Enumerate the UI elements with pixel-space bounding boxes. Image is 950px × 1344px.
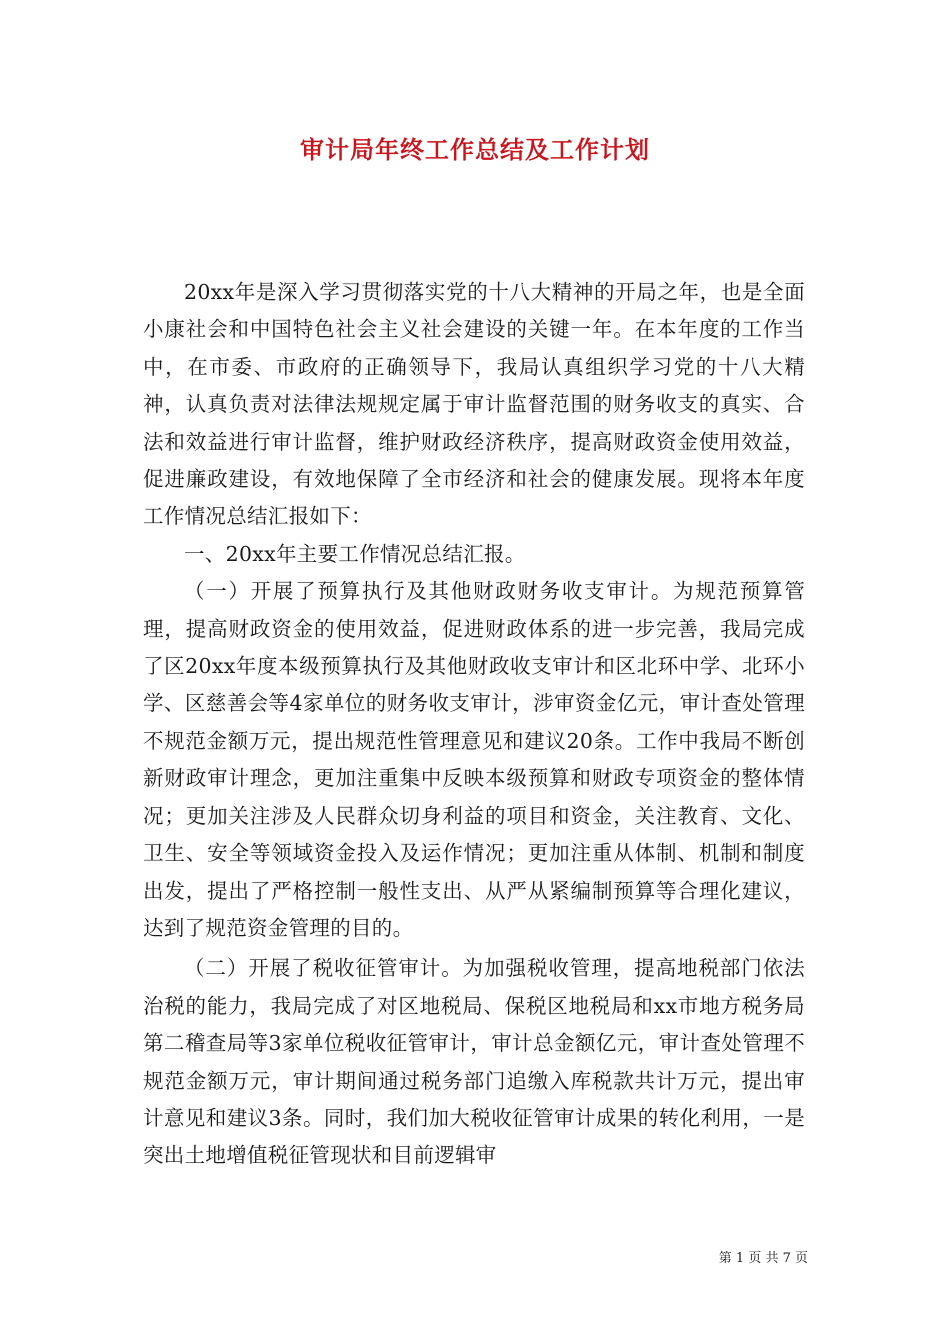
document-title: 审计局年终工作总结及工作计划	[300, 135, 650, 164]
paragraph-budget-audit: （一）开展了预算执行及其他财政财务收支审计。为规范预算管理，提高财政资金的使用效益，促进财政体系的进一步完善，我局完成了区20xx年度本级预算执行及其他财政收支审计和区北环中学、北环小学、区慈善会等4家单位的财务收支审计，涉审资金亿元，审计查处管理不规范金额万元，提出规范性管理意见和建议20条。工作中我局不断创新财政审计理念，更加注重集中反映本级预算和财政专项资金的整体情况；更加关注涉及人民群众切身利益的项目和资金，关注教育、文化、卫生、安全等领域资金投入及运作情况；更加注重从体制、机制和制度出发，提出了严格控制一般性支出、从严从紧编制预算等合理化建议，达到了规范资金管理的目的。	[143, 579, 805, 940]
document-body	[143, 274, 805, 1175]
section-heading-1: 一、20xx年主要工作情况总结汇报。	[184, 541, 526, 566]
page-number: 第 1 页 共 7 页	[718, 1251, 808, 1266]
paragraph-tax-audit: （二）开展了税收征管审计。为加强税收管理，提高地税部门依法治税的能力，我局完成了对区地税局、保税区地税局和xx市地方税务局第二稽查局等3家单位税收征管审计，审计总金额亿元，审计查处管理不规范金额万元，审计期间通过税务部门追缴入库税款共计万元，提出审计意见和建议3条。同时，我们加大税收征管审计成果的转化利用，一是突出土地增值税征管现状和目前逻辑审	[143, 956, 805, 1168]
paragraph-intro: 20xx年是深入学习贯彻落实党的十八大精神的开局之年，也是全面小康社会和中国特色社会主义社会建设的关键一年。在本年度的工作当中，在市委、市政府的正确领导下，我局认真组织学习党的十八大精神，认真负责对法律法规规定属于审计监督范围的财务收支的真实、合法和效益进行审计监督，维护财政经济秩序，提高财政资金使用效益，促进廉政建设，有效地保障了全市经济和社会的健康发展。现将本年度工作情况总结汇报如下：	[143, 280, 805, 529]
